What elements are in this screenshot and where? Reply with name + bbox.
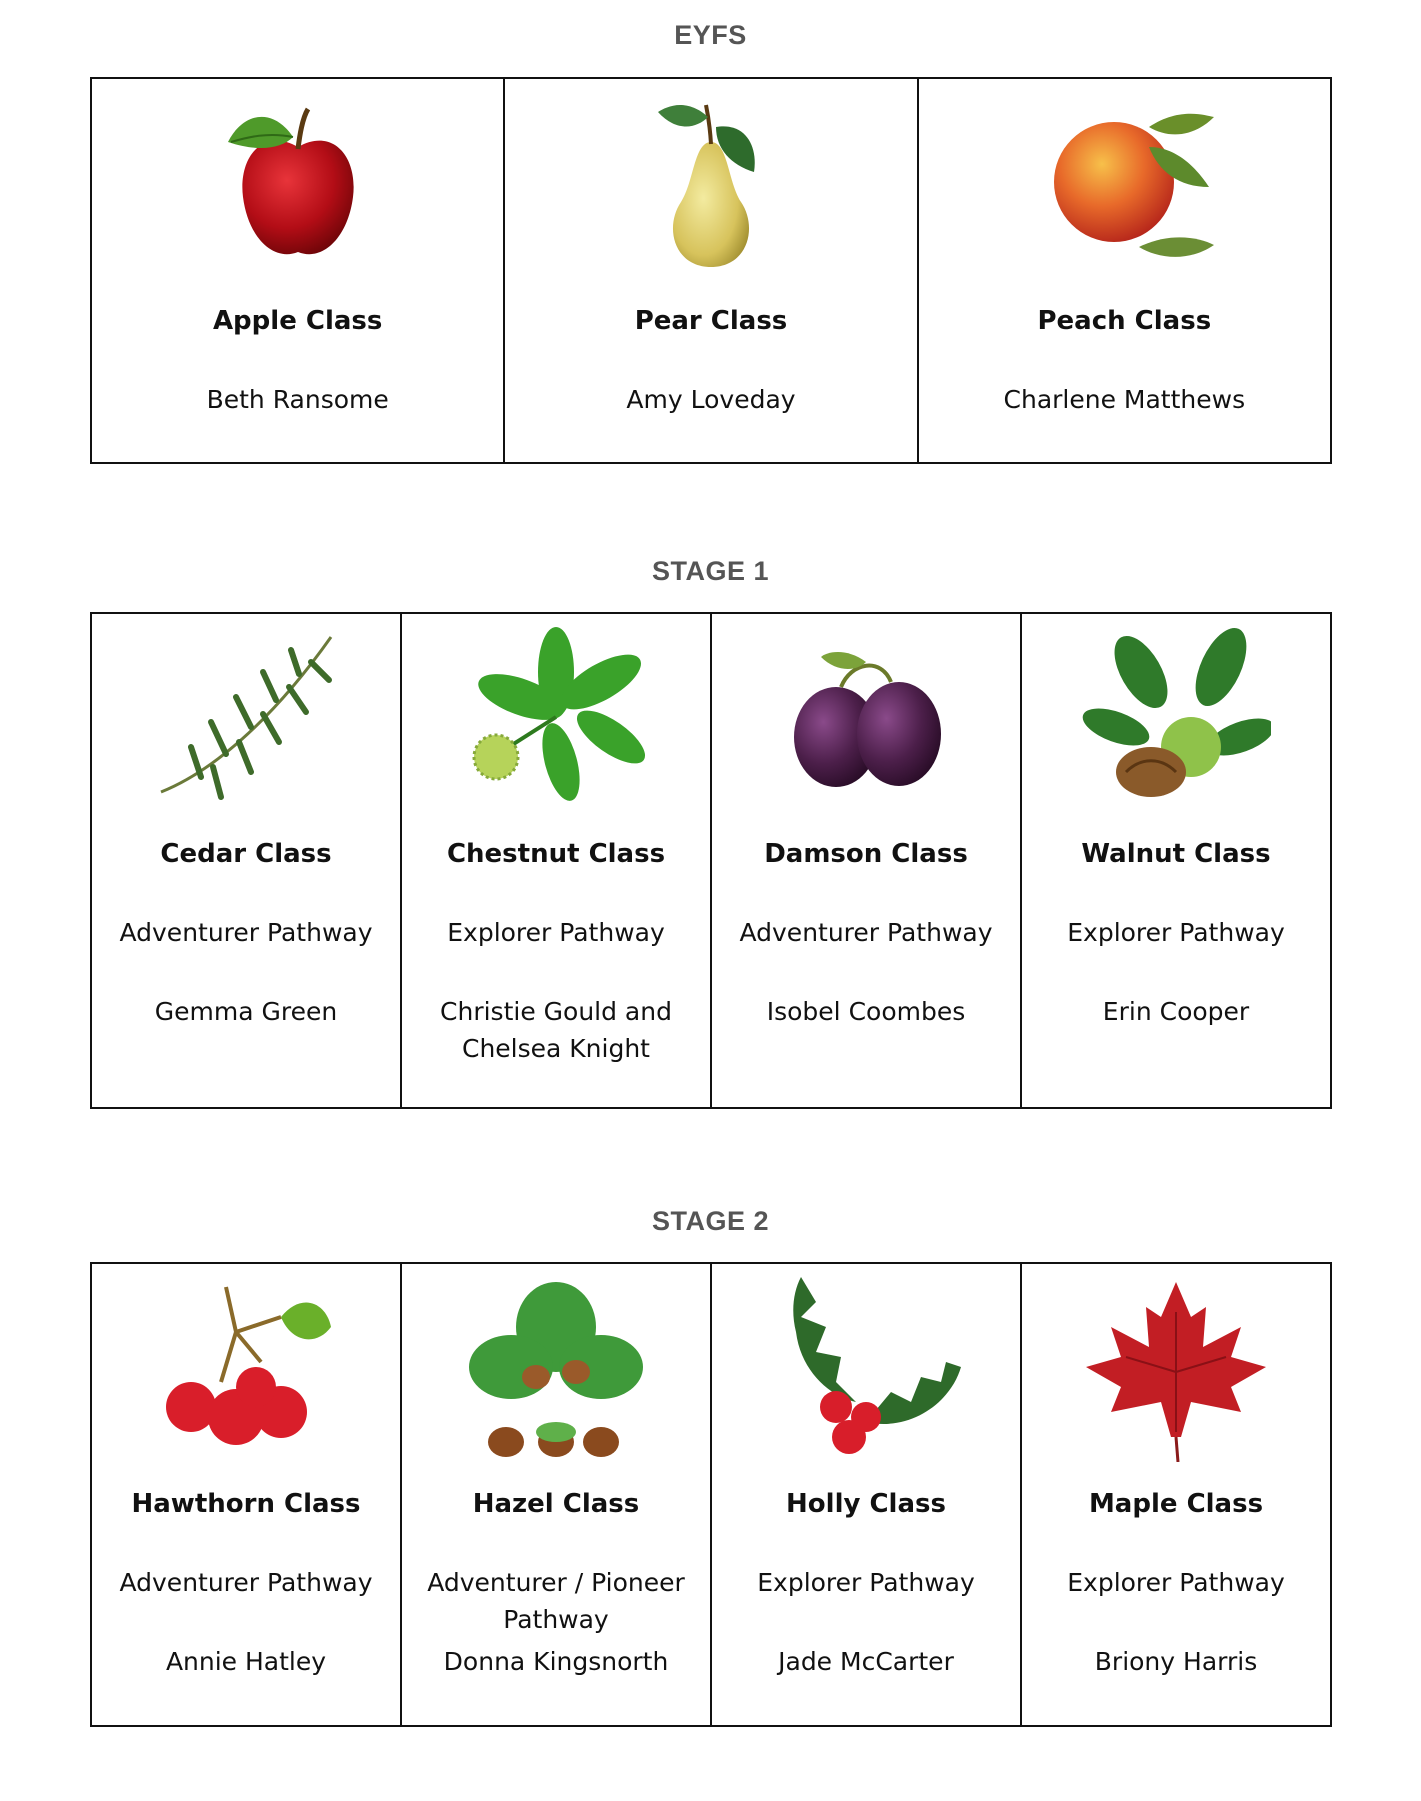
pathway-label: Adventurer Pathway	[119, 918, 373, 947]
class-card-chestnut	[402, 614, 712, 1107]
teacher-name: Amy Loveday	[626, 385, 796, 414]
class-card-hawthorn	[92, 1264, 402, 1725]
teacher-name: Annie Hatley	[165, 1647, 327, 1676]
stage-1-class-grid	[90, 612, 1332, 1109]
pathway-label: Explorer Pathway	[447, 918, 665, 947]
class-name: Hazel Class	[472, 1489, 640, 1519]
teacher-name: Isobel Coombes	[766, 997, 966, 1026]
teacher-name: Erin Cooper	[1102, 997, 1250, 1026]
maple-leaf-icon	[1081, 1272, 1271, 1462]
hawthorn-berries-icon	[151, 1272, 341, 1462]
class-card-damson	[712, 614, 1022, 1107]
cedar-branch-icon	[151, 622, 341, 812]
class-card-cedar	[92, 614, 402, 1107]
walnut-icon	[1081, 622, 1271, 812]
class-name: Maple Class	[1088, 1489, 1264, 1519]
pathway-label: Explorer Pathway	[757, 1568, 975, 1597]
teacher-name: Christie Gould and Chelsea Knight	[440, 997, 672, 1063]
class-name: Hawthorn Class	[131, 1489, 361, 1519]
class-name: Damson Class	[764, 839, 968, 869]
pear-icon	[616, 87, 806, 277]
pathway-label: Adventurer / Pioneer Pathway	[427, 1568, 685, 1634]
section-title-eyfs: EYFS	[674, 20, 747, 50]
class-card-pear	[505, 79, 918, 462]
class-name: Cedar Class	[160, 839, 332, 869]
damson-plum-icon	[771, 622, 961, 812]
eyfs-class-grid	[90, 77, 1332, 464]
hazelnut-icon	[461, 1272, 651, 1462]
stage-2-class-grid	[90, 1262, 1332, 1727]
class-name: Peach Class	[1037, 306, 1212, 336]
pathway-label: Adventurer Pathway	[739, 918, 993, 947]
teacher-name: Beth Ransome	[206, 385, 389, 414]
class-card-apple	[92, 79, 505, 462]
teacher-name: Briony Harris	[1094, 1647, 1258, 1676]
holly-icon	[771, 1272, 961, 1462]
class-card-hazel	[402, 1264, 712, 1725]
class-card-maple	[1022, 1264, 1330, 1725]
pathway-label: Explorer Pathway	[1067, 1568, 1285, 1597]
section-title-stage-1: STAGE 1	[651, 556, 770, 586]
pathway-label: Explorer Pathway	[1067, 918, 1285, 947]
teacher-name: Gemma Green	[154, 997, 338, 1026]
section-title-stage-2: STAGE 2	[651, 1206, 770, 1236]
class-name: Walnut Class	[1081, 839, 1271, 869]
class-name: Pear Class	[634, 306, 788, 336]
class-name: Apple Class	[212, 306, 383, 336]
class-card-peach	[919, 79, 1330, 462]
class-card-walnut	[1022, 614, 1330, 1107]
teacher-name: Jade McCarter	[778, 1647, 954, 1676]
teacher-name: Donna Kingsnorth	[443, 1647, 669, 1676]
class-name: Holly Class	[786, 1489, 946, 1519]
peach-icon	[1029, 87, 1219, 277]
chestnut-leaf-icon	[461, 622, 651, 812]
apple-icon	[203, 87, 393, 277]
class-card-holly	[712, 1264, 1022, 1725]
pathway-label: Adventurer Pathway	[119, 1568, 373, 1597]
class-name: Chestnut Class	[446, 839, 666, 869]
teacher-name: Charlene Matthews	[1003, 385, 1246, 414]
